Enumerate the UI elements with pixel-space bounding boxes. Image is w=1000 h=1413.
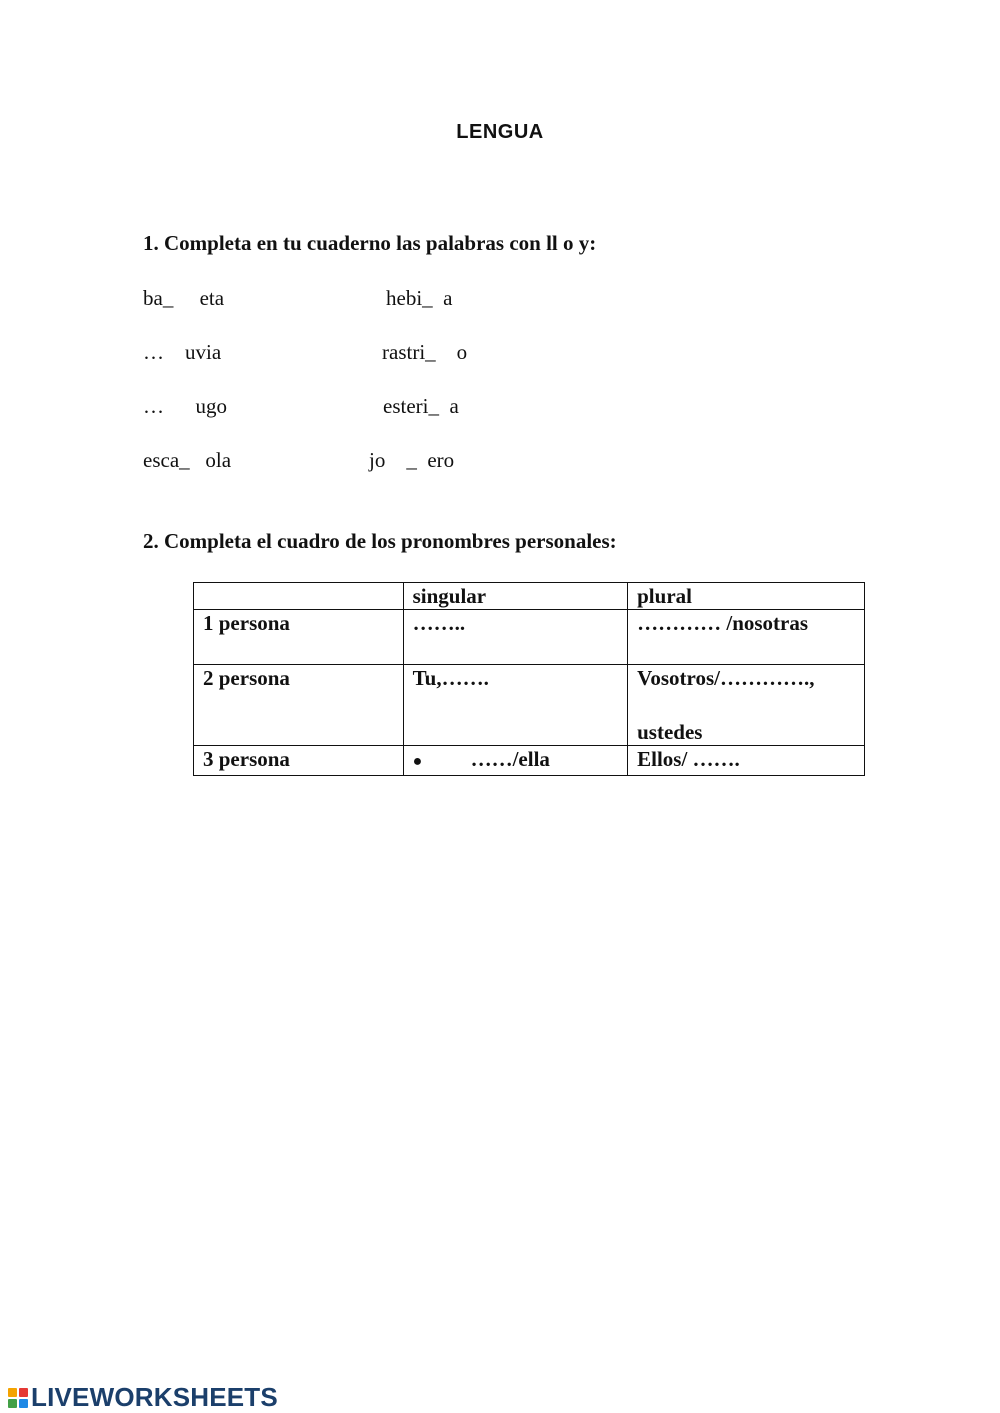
header-cell-singular: singular <box>403 583 628 610</box>
plural-cell[interactable]: ………… /nosotras <box>628 610 865 665</box>
table-row <box>194 665 865 746</box>
word-blank: … uvia <box>143 340 222 364</box>
word-blank: esca_ ola <box>143 448 232 472</box>
table-header-row <box>194 583 865 610</box>
plural-cell[interactable] <box>628 665 865 746</box>
word-blank: hebi_ a <box>386 286 453 310</box>
pronoun-table <box>193 582 865 776</box>
logo-block-red <box>19 1388 28 1397</box>
singular-cell[interactable]: Tu,……. <box>403 665 628 746</box>
logo-block-blue <box>19 1399 28 1408</box>
plural-line-1: Vosotros/…………., <box>637 666 815 690</box>
word-blank: … ugo <box>143 394 227 418</box>
table-row <box>194 746 865 776</box>
persona-cell: 3 persona <box>194 746 404 776</box>
singular-text: ……/ella <box>470 747 550 771</box>
persona-cell: 2 persona <box>194 665 404 746</box>
persona-cell: 1 persona <box>194 610 404 665</box>
logo-block-orange <box>8 1388 17 1397</box>
exercise-2-heading: 2. Completa el cuadro de los pronombres personales: <box>143 529 617 553</box>
word-blank: rastri_ o <box>382 340 468 364</box>
singular-cell[interactable] <box>403 746 628 776</box>
word-blank: ba_ eta <box>143 286 225 310</box>
header-cell-empty <box>194 583 404 610</box>
word-blank: esteri_ a <box>383 394 459 418</box>
bullet-icon: ● <box>412 753 423 770</box>
logo-block-green <box>8 1399 17 1408</box>
table-row <box>194 610 865 665</box>
plural-line-2: ustedes <box>637 720 703 744</box>
logo-text: LIVEWORKSHEETS <box>31 1382 278 1412</box>
header-cell-plural: plural <box>628 583 865 610</box>
logo-blocks-icon <box>8 1388 28 1408</box>
page-title: LENGUA <box>456 121 544 143</box>
plural-cell[interactable]: Ellos/ ……. <box>628 746 865 776</box>
word-blank: jo _ ero <box>369 448 455 472</box>
singular-cell[interactable]: …….. <box>403 610 628 665</box>
liveworksheets-logo <box>8 1382 278 1413</box>
exercise-1-heading: 1. Completa en tu cuaderno las palabras con ll o y: <box>143 231 597 255</box>
